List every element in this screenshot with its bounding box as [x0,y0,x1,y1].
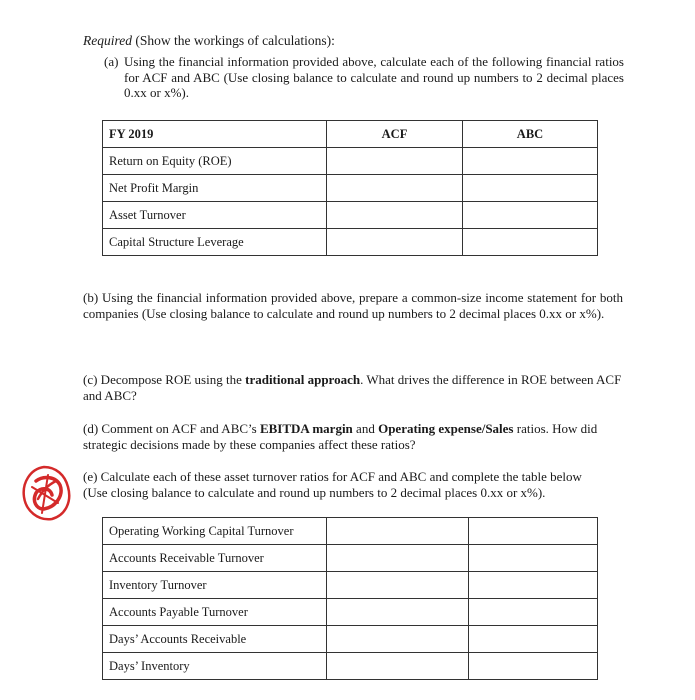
acf-cell[interactable] [327,626,469,653]
question-b: (b) Using the financial information provided above, prepare a common-size income statement for both companies (Use closing balance to calculate and round up numbers to 2 decimal places 0.xx or x%). [83,290,623,321]
question-e-line2: (Use closing balance to calculate and round up numbers to 2 decimal places 0.xx or x%). [83,485,546,500]
acf-cell[interactable] [327,572,469,599]
abc-cell[interactable] [469,653,598,680]
question-d-bold-opex: Operating expense/Sales [378,421,514,436]
abc-cell[interactable] [463,148,598,175]
abc-cell[interactable] [463,175,598,202]
question-c-post: . What drives the difference in ROE between ACF and ABC? [83,372,622,403]
abc-cell[interactable] [469,599,598,626]
row-label: Operating Working Capital Turnover [103,518,327,545]
question-a-text: Using the financial information provided above, calculate each of the following financial ratios for ACF and ABC (Use closing balance to calculate and round up numbers to 2 decimal places 0.xx or x%). [124,54,624,100]
question-e [83,469,623,501]
row-label: Net Profit Margin [103,175,327,202]
abc-cell[interactable] [469,572,598,599]
table-row [103,545,598,572]
row-label: Days’ Accounts Receivable [103,626,327,653]
acf-cell[interactable] [327,518,469,545]
table-row [103,653,598,680]
header-acf: ACF [327,121,463,148]
table-row [103,175,598,202]
required-heading [83,33,335,49]
acf-cell[interactable] [327,653,469,680]
row-label: Asset Turnover [103,202,327,229]
row-label: Accounts Payable Turnover [103,599,327,626]
question-d [83,421,623,453]
table-row [103,518,598,545]
question-c-bold: traditional approach [245,372,361,387]
question-c-pre: (c) Decompose ROE using the [83,372,246,387]
acf-cell[interactable] [327,148,463,175]
question-c [83,372,623,404]
question-a-label: (a) [104,54,119,69]
asset-turnover-table [102,517,598,680]
row-label: Return on Equity (ROE) [103,148,327,175]
row-label: Accounts Receivable Turnover [103,545,327,572]
row-label: Inventory Turnover [103,572,327,599]
question-d-mid: and [352,421,379,436]
red-scribble-icon [18,463,76,525]
table-row [103,599,598,626]
acf-cell[interactable] [327,175,463,202]
question-d-post: ratios. How did strategic decisions made by these companies affect these ratios? [83,421,598,452]
abc-cell[interactable] [463,229,598,256]
required-label: Required [83,33,132,48]
question-d-pre: (d) Comment on ACF and ABC’s [83,421,260,436]
abc-cell[interactable] [469,626,598,653]
table-row [103,148,598,175]
acf-cell[interactable] [327,229,463,256]
question-a [104,54,624,101]
acf-cell[interactable] [327,202,463,229]
table-row [103,202,598,229]
row-label: Capital Structure Leverage [103,229,327,256]
ratios-table [102,120,598,256]
header-fy: FY 2019 [103,121,327,148]
ratios-table-header [103,121,598,148]
question-e-line1: (e) Calculate each of these asset turnover ratios for ACF and ABC and complete the table below [83,469,582,484]
acf-cell[interactable] [327,545,469,572]
acf-cell[interactable] [327,599,469,626]
row-label: Days’ Inventory [103,653,327,680]
table-row [103,626,598,653]
header-abc: ABC [463,121,598,148]
question-d-bold-ebitda: EBITDA margin [259,421,353,436]
abc-cell[interactable] [469,518,598,545]
abc-cell[interactable] [469,545,598,572]
abc-cell[interactable] [463,202,598,229]
table-row [103,572,598,599]
table-row [103,229,598,256]
required-instruction: (Show the workings of calculations): [131,33,335,48]
